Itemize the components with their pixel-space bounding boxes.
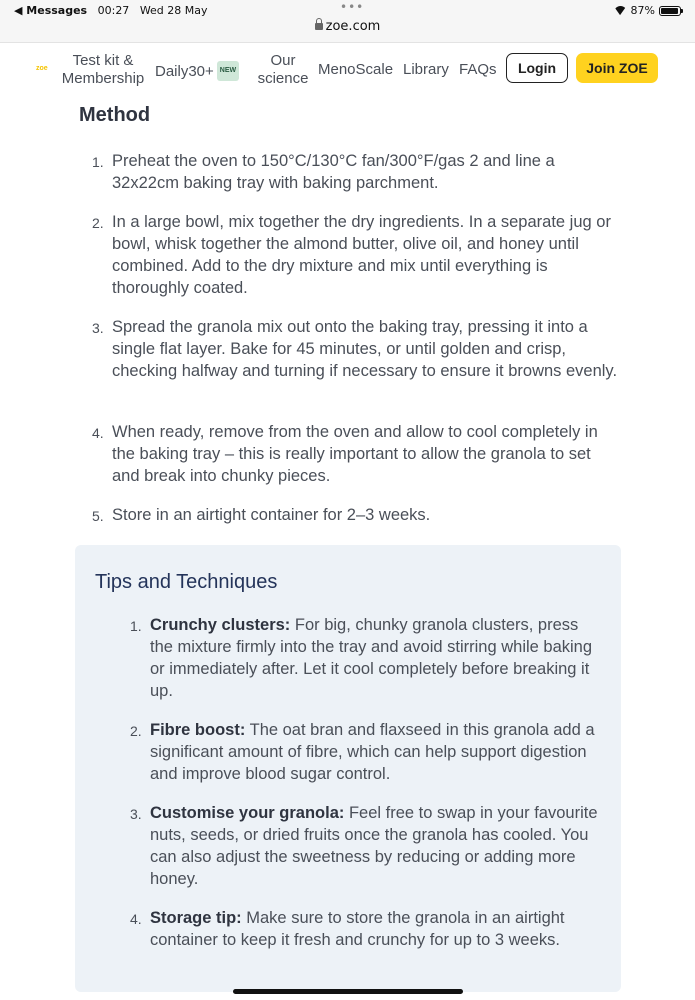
tips-heading: Tips and Techniques: [95, 571, 278, 593]
tip-label: Fibre boost:: [150, 721, 246, 739]
step-text: Spread the granola mix out onto the baking tray, pressing it into a single flat layer. Bake for 45 minutes, or until golden and crisp, checking halfway and turning if necessary to ensure it browns evenly.: [112, 318, 618, 380]
tip-text-block: [150, 907, 600, 951]
lock-icon: [315, 23, 323, 30]
back-to-app-link[interactable]: ◀ Messages: [14, 4, 88, 17]
tip-number: 2.: [130, 723, 142, 739]
status-right: [614, 4, 681, 17]
battery-icon: [659, 6, 681, 16]
tip-text-block: [150, 802, 600, 890]
site-navigation: [0, 43, 695, 93]
step-number: 4.: [92, 425, 104, 441]
nav-library[interactable]: Library: [403, 61, 449, 78]
tip-label: Crunchy clusters:: [150, 616, 291, 634]
tip-text: The oat bran and flaxseed in this granola add a significant amount of fibre, which can help support digestion and improve blood sugar control.: [150, 721, 595, 783]
tip-number: 1.: [130, 618, 142, 634]
home-indicator[interactable]: [233, 989, 463, 994]
wifi-icon: [614, 6, 627, 15]
multitasking-dots[interactable]: •••: [340, 0, 365, 14]
step-number: 1.: [92, 154, 104, 170]
step-text: In a large bowl, mix together the dry ingredients. In a separate jug or bowl, whisk together the almond butter, olive oil, and honey until combined. Add to the dry mixture and mix until everything is thoroughly coated.: [112, 213, 611, 297]
status-left: [14, 4, 208, 17]
nav-our-science[interactable]: Our science: [257, 52, 309, 87]
address-url: zoe.com: [325, 19, 381, 34]
address-bar[interactable]: [0, 19, 695, 34]
nav-faqs[interactable]: FAQs: [459, 61, 497, 78]
status-date: Wed 28 May: [139, 4, 208, 17]
tip-label: Storage tip:: [150, 909, 242, 927]
step-text: When ready, remove from the oven and allow to cool completely in the baking tray – this is really important to allow the granola to set and break into chunky pieces.: [112, 423, 598, 485]
step-number: 5.: [92, 508, 104, 524]
nav-test-kit-membership[interactable]: Test kit & Membership: [61, 52, 145, 87]
step-number: 2.: [92, 215, 104, 231]
step-text: Store in an airtight container for 2–3 weeks.: [112, 506, 431, 524]
tip-text-block: [150, 614, 600, 702]
tip-text: Feel free to swap in your favourite nuts, seeds, or dried fruits once the granola has cooled. You can also adjust the sweetness by reducing or adding more honey.: [150, 804, 598, 888]
tip-text-block: [150, 719, 600, 785]
status-time: 00:27: [97, 4, 130, 17]
nav-daily30-label: Daily30+: [155, 63, 214, 80]
tip-text: For big, chunky granola clusters, press the mixture firmly into the tray and avoid stirring while baking or immediately after. Let it cool completely before breaking it up.: [150, 616, 593, 700]
battery-percent: 87%: [630, 4, 655, 17]
zoe-logo[interactable]: zoe: [36, 65, 48, 72]
step-number: 3.: [92, 320, 104, 336]
login-button[interactable]: Login: [506, 53, 568, 83]
ios-status-bar: [0, 0, 695, 43]
tip-text: Make sure to store the granola in an airtight container to keep it fresh and crunchy for up to 3 weeks.: [150, 909, 565, 949]
tip-number: 3.: [130, 806, 142, 822]
join-zoe-button[interactable]: Join ZOE: [576, 53, 658, 83]
new-badge: NEW: [217, 61, 239, 81]
nav-menoscale[interactable]: MenoScale: [318, 61, 394, 78]
tip-number: 4.: [130, 911, 142, 927]
nav-daily30[interactable]: [155, 61, 239, 81]
step-text: Preheat the oven to 150°C/130°C fan/300°F/gas 2 and line a 32x22cm baking tray with baking parchment.: [112, 152, 555, 192]
tip-label: Customise your granola:: [150, 804, 345, 822]
method-heading: Method: [79, 104, 151, 126]
